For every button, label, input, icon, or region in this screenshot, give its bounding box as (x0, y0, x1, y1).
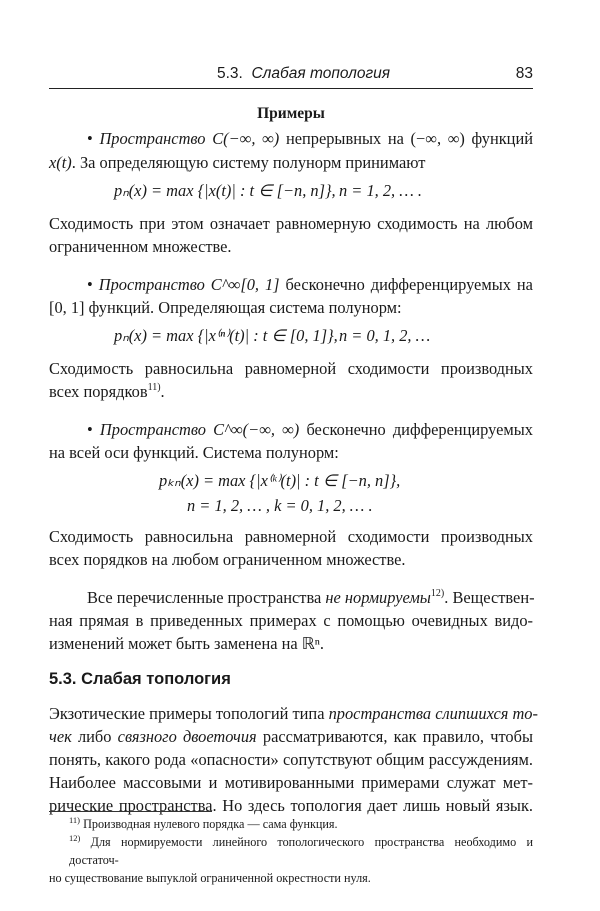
example-3-formula: pₖₙ(x) = max {|x⁽ᵏ⁾(t)| : t ∈ [−n, n]}, (159, 471, 401, 490)
example-2-formula: pₙ(x) = max {|x⁽ⁿ⁾(t)| : t ∈ [0, 1]}, (114, 326, 338, 345)
example-1-formula: pₙ(x) = max {|x(t)| : t ∈ [−n, n]}, (114, 181, 336, 200)
footnote-11: $^{11)}$ Производная нулевого порядка — сама функция. (69, 815, 338, 831)
example-3-line-1: • Пространство C^∞(−∞, ∞) бесконечно дифференцируемых (87, 420, 533, 439)
footnote-mark: 12) (69, 833, 81, 843)
section-paragraph-line-2: чек либо связного двоеточия рассматриваются, как правило, чтобы (49, 727, 533, 746)
example-2-line-2: [0, 1] функций. Определяющая система полунорм: (49, 298, 402, 317)
running-head-title: 5.3. Слабая топология (217, 65, 391, 82)
example-3-formula-range: n = 1, 2, … , k = 0, 1, 2, … . (187, 496, 373, 515)
summary-line-2: ная прямая в приведенных примерах с помощью очевидных видо- (49, 611, 533, 630)
section-heading: 5.3. Слабая топология (49, 670, 231, 688)
example-1-line-1: • Пространство C(−∞, ∞) непрерывных на (−∞, ∞) функций (87, 129, 533, 148)
example-2-after-2: всех порядков$^{11)}$. (49, 382, 165, 401)
example-1-formula-range: n = 1, 2, … . (339, 181, 423, 200)
footnote-12: $^{12)}$ Для нормируемости линейного топологического пространства необходимо и достаточ- но существование выпуклой ограниченной окрестности нуля. (49, 833, 534, 885)
example-1-line-2: x(t). За определяющую систему полунорм принимают (49, 153, 426, 172)
summary-line-3: изменений может быть заменена на ℝⁿ. (49, 634, 324, 653)
example-1-after-2: ограниченном множестве. (49, 237, 232, 256)
footnote-ref-11[interactable]: 11) (147, 382, 161, 393)
section-paragraph-line-5: рические пространства. Но здесь топология дает лишь новый язык. (49, 796, 533, 815)
example-2-after-1: Сходимость равносильна равномерной сходимости производных (49, 359, 533, 378)
example-3-after-1: Сходимость равносильна равномерной сходимости производных (49, 527, 533, 546)
examples-heading: Примеры (257, 105, 325, 122)
example-2-formula-range: n = 0, 1, 2, … (339, 326, 431, 345)
page-number: 83 (515, 65, 533, 82)
section-paragraph-line-1: Экзотические примеры топологий типа пространства слипшихся то- (49, 704, 538, 723)
example-3-line-2: на всей оси функций. Система полунорм: (49, 443, 339, 462)
text-column (49, 0, 538, 911)
example-3-after-2: всех порядков на любом ограниченном множестве. (49, 550, 406, 569)
example-2-line-1: • Пространство C^∞[0, 1] бесконечно дифференцируемых на (87, 275, 533, 294)
example-1-lead: Пространство (99, 129, 206, 148)
footnote-ref-12[interactable]: 12) (430, 588, 445, 599)
example-1-after-1: Сходимость при этом означает равномерную сходимость на любом (49, 214, 533, 233)
section-paragraph-line-4: Наиболее массовыми и мотивированными примерами служат мет- (49, 773, 533, 792)
summary-line-1: Все перечисленные пространства не нормируемы$^{12)}$. Веществен- (87, 588, 535, 607)
footnote-divider (49, 811, 212, 812)
footnote-mark: 11) (69, 815, 81, 825)
section-paragraph-line-3: понять, какого рода «опасности» сопутствуют общим рассуждениям. (49, 750, 533, 769)
